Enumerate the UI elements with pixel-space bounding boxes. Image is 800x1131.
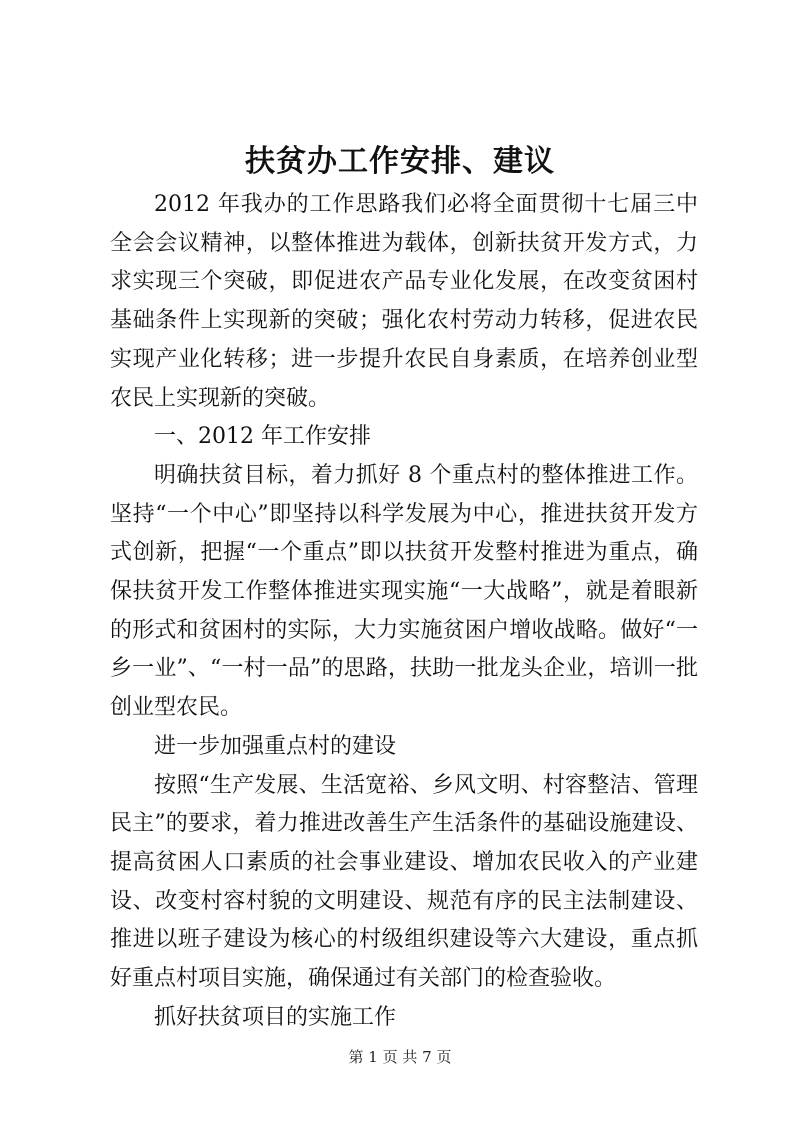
document-body: [110, 186, 698, 1037]
section-heading-2012-plan: 一、2012 年工作安排: [154, 424, 371, 450]
paragraph-poverty-targets: 明确扶贫目标，着力抓好 8 个重点村的整体推进工作。坚持“一个中心”即坚持以科学发展为中心，推进扶贫开发方式创新，把握“一个重点”即以扶贫开发整村推进为重点，确保扶贫开发工作整体推进实现实施“一大战略”，就是着眼新的形式和贫困村的实际，大力实施贫困户增收战略。做好“一乡一业”、“一村一品”的思路，扶助一批龙头企业，培训一批创业型农民。: [110, 462, 698, 721]
page-number-footer: 第 1 页 共 7 页: [348, 1048, 452, 1066]
paragraph-six-constructions: 按照“生产发展、生活宽裕、乡风文明、村容整洁、管理民主”的要求，着力推进改善生产生活条件的基础设施建设、提高贫困人口素质的社会事业建设、增加农民收入的产业建设、改变村容村貌的文明建设、规范有序的民主法制建设、推进以班子建设为核心的村级组织建设等六大建设，重点抓好重点村项目实施，确保通过有关部门的检查验收。: [110, 772, 698, 992]
subheading-project-implementation: 抓好扶贫项目的实施工作: [154, 1004, 397, 1030]
subheading-key-villages: 进一步加强重点村的建设: [154, 733, 397, 759]
paragraph-work-approach: 2012 年我办的工作思路我们必将全面贯彻十七届三中全会会议精神，以整体推进为载体，创新扶贫开发方式，力求实现三个突破，即促进农产品专业化发展，在改变贫困村基础条件上实现新的突破；强化农村劳动力转移，促进农民实现产业化转移；进一步提升农民自身素质，在培养创业型农民上实现新的突破。: [110, 192, 698, 411]
document-title: 扶贫办工作安排、建议: [245, 144, 555, 179]
